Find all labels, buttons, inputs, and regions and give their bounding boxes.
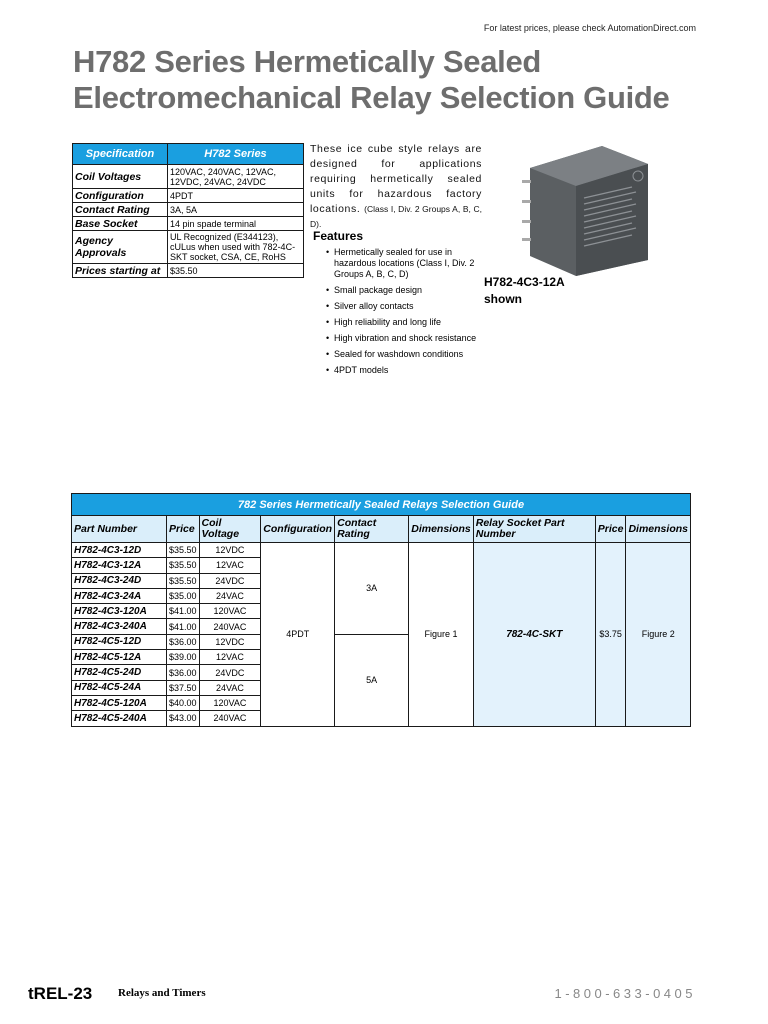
spec-value: 120VAC, 240VAC, 12VAC, 12VDC, 24VAC, 24VDC	[168, 165, 304, 189]
contact-rating-5a: 5A	[335, 634, 409, 726]
spec-label: Contact Rating	[73, 203, 168, 217]
col-header-coil-voltage: Coil Voltage	[199, 516, 261, 543]
footer-section: Relays and Timers	[118, 987, 206, 999]
feature-item: • High reliability and long life	[326, 317, 486, 328]
coil-voltage: 120VAC	[199, 695, 261, 710]
spec-label: Coil Voltages	[73, 165, 168, 189]
part-price: $41.00	[167, 619, 200, 634]
part-price: $43.00	[167, 711, 200, 726]
spec-label: Agency Approvals	[73, 231, 168, 264]
coil-voltage: 12VDC	[199, 634, 261, 649]
part-number: H782-4C5-240A	[72, 711, 167, 726]
spec-value: 14 pin spade terminal	[168, 217, 304, 231]
spec-value: UL Recognized (E344123), cULus when used with 782-4C-SKT socket, CSA, CE, RoHS	[168, 231, 304, 264]
spec-label: Base Socket	[73, 217, 168, 231]
part-number: H782-4C5-24D	[72, 665, 167, 680]
col-header-dimensions: Dimensions	[409, 516, 474, 543]
spec-header-spec: Specification	[73, 144, 168, 165]
part-price: $41.00	[167, 604, 200, 619]
part-number: H782-4C5-12D	[72, 634, 167, 649]
coil-voltage: 24VAC	[199, 588, 261, 603]
col-header-contact-rating: Contact Rating	[335, 516, 409, 543]
coil-voltage: 24VDC	[199, 665, 261, 680]
coil-voltage: 24VDC	[199, 573, 261, 588]
socket-part-number: 782-4C-SKT	[473, 543, 595, 727]
image-caption	[484, 274, 565, 308]
part-price: $39.00	[167, 650, 200, 665]
top-note: For latest prices, please check AutomationDirect.com	[483, 23, 696, 33]
spec-table	[72, 143, 304, 278]
spec-header-series: H782 Series	[168, 144, 304, 165]
col-header-part-number: Part Number	[72, 516, 167, 543]
part-number: H782-4C5-24A	[72, 680, 167, 695]
intro-text: These ice cube style relays are designed for applications requiring hermetically sealed units for hazardous factory locations.	[310, 143, 482, 215]
footer-page-id: tREL-23	[28, 984, 93, 1003]
col-header-socket-dimensions: Dimensions	[626, 516, 691, 543]
part-number: H782-4C3-24A	[72, 588, 167, 603]
part-price: $36.00	[167, 665, 200, 680]
part-price: $36.00	[167, 634, 200, 649]
page-title	[73, 44, 713, 116]
col-header-price: Price	[167, 516, 200, 543]
image-caption-part: H782-4C3-12A	[484, 275, 565, 289]
part-number: H782-4C3-120A	[72, 604, 167, 619]
feature-item: • Hermetically sealed for use in hazardous locations (Class I, Div. 2 Groups A, B, C, D)	[326, 247, 486, 280]
part-number: H782-4C5-12A	[72, 650, 167, 665]
socket-dimensions: Figure 2	[626, 543, 691, 727]
selection-caption: 782 Series Hermetically Sealed Relays Selection Guide	[72, 494, 691, 516]
intro-paragraph	[310, 142, 482, 232]
part-number: H782-4C5-120A	[72, 695, 167, 710]
coil-voltage: 24VAC	[199, 680, 261, 695]
feature-item: • Sealed for washdown conditions	[326, 349, 486, 360]
table-row	[72, 543, 691, 558]
coil-voltage: 12VDC	[199, 543, 261, 558]
contact-rating-3a: 3A	[335, 543, 409, 635]
feature-item: • 4PDT models	[326, 365, 486, 376]
features-list	[326, 247, 486, 381]
feature-item: • Silver alloy contacts	[326, 301, 486, 312]
configuration-cell: 4PDT	[261, 543, 335, 727]
footer-phone: 1-800-633-0405	[554, 986, 696, 1001]
spec-label: Prices starting at	[73, 264, 168, 278]
part-number: H782-4C3-24D	[72, 573, 167, 588]
title-line-1: H782 Series Hermetically Sealed	[73, 44, 542, 79]
features-heading: Features	[313, 229, 364, 243]
part-price: $37.50	[167, 680, 200, 695]
spec-label: Configuration	[73, 189, 168, 203]
spec-value: $35.50	[168, 264, 304, 278]
part-price: $40.00	[167, 695, 200, 710]
intro-small: (Class I, Div. 2 Groups A, B, C, D).	[310, 204, 482, 229]
feature-item: • Small package design	[326, 285, 486, 296]
selection-table	[71, 493, 691, 727]
col-header-socket-price: Price	[595, 516, 626, 543]
spec-value: 4PDT	[168, 189, 304, 203]
part-number: H782-4C3-12A	[72, 558, 167, 573]
socket-price: $3.75	[595, 543, 626, 727]
coil-voltage: 240VAC	[199, 711, 261, 726]
dimensions-cell: Figure 1	[409, 543, 474, 727]
title-line-2: Electromechanical Relay Selection Guide	[73, 80, 670, 115]
part-price: $35.50	[167, 543, 200, 558]
coil-voltage: 120VAC	[199, 604, 261, 619]
part-price: $35.00	[167, 588, 200, 603]
image-caption-shown: shown	[484, 292, 522, 306]
relay-product-image	[520, 142, 650, 278]
coil-voltage: 240VAC	[199, 619, 261, 634]
col-header-socket-part: Relay Socket Part Number	[473, 516, 595, 543]
col-header-configuration: Configuration	[261, 516, 335, 543]
part-number: H782-4C3-12D	[72, 543, 167, 558]
spec-value: 3A, 5A	[168, 203, 304, 217]
coil-voltage: 12VAC	[199, 558, 261, 573]
coil-voltage: 12VAC	[199, 650, 261, 665]
feature-item: • High vibration and shock resistance	[326, 333, 486, 344]
part-price: $35.50	[167, 573, 200, 588]
part-price: $35.50	[167, 558, 200, 573]
part-number: H782-4C3-240A	[72, 619, 167, 634]
